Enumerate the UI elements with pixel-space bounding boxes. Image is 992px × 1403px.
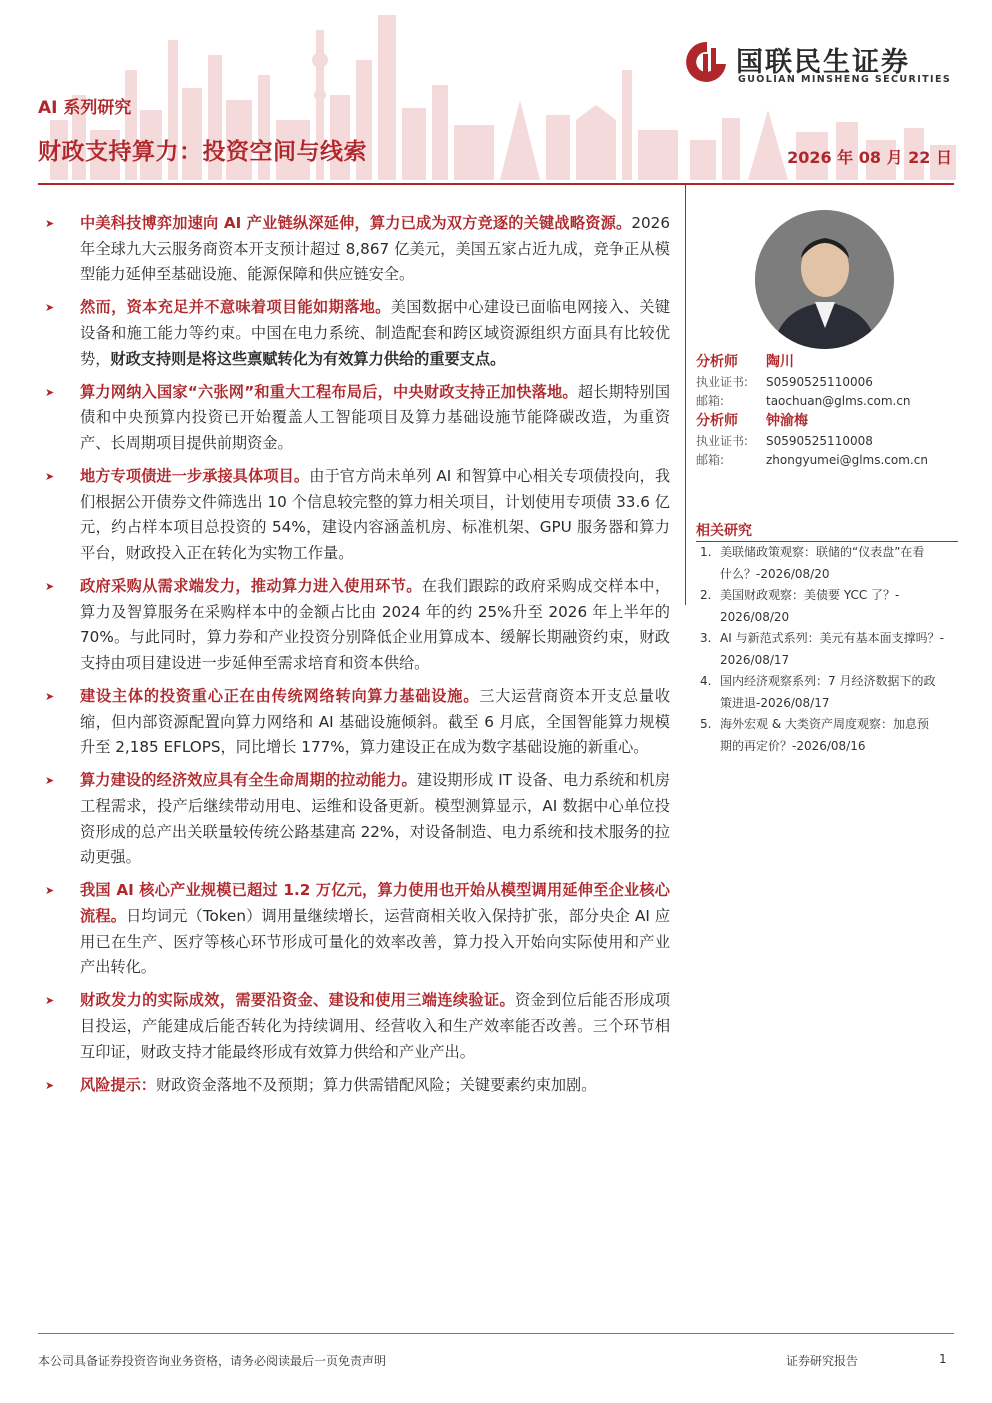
point-emphasis: 财政支持则是将这些禀赋转化为有效算力供给的重要支点。 <box>110 349 506 368</box>
report-series: AI 系列研究 <box>38 98 132 118</box>
key-point-risk <box>40 1073 670 1099</box>
key-point <box>40 211 670 288</box>
column-divider <box>685 185 686 605</box>
related-item[interactable] <box>696 542 958 585</box>
footer-report-type: 证券研究报告 <box>786 1354 859 1368</box>
key-point <box>40 768 670 870</box>
arrow-bullet-icon: ➤ <box>45 884 55 898</box>
point-headline: 地方专项债进一步承接具体项目。 <box>80 467 310 486</box>
company-logo <box>686 36 966 92</box>
related-line: 海外宏观 & 大类资产周度观察：加息预 <box>720 717 929 731</box>
key-point <box>40 574 670 676</box>
arrow-bullet-icon: ➤ <box>45 470 55 484</box>
related-item[interactable] <box>696 628 958 671</box>
person-photo-icon <box>755 210 894 349</box>
point-text: 超长期特别国债和中央预算内投资已开始覆盖人工智能项目及算力基础设施节能降碳改造，为重资产、长周期项目提供前期资金。 <box>80 382 671 452</box>
key-point <box>40 988 670 1065</box>
point-text: 美国数据中心建设已面临电网接入、关键设备和施工能力等约束。中国在电力系统、制造配套和跨区域资源组织方面具有比较优势， <box>80 298 671 368</box>
arrow-bullet-icon: ➤ <box>45 580 55 594</box>
related-research-heading: 相关研究 <box>696 523 752 539</box>
analyst-role: 分析师 <box>696 413 738 429</box>
related-line: 策进退-2026/08/17 <box>720 695 830 710</box>
point-text: 2026 年全球九大云服务商资本开支预计超过 8,867 亿美元，美国五家占近九成，竞争正从模型能力延伸至基础设施、能源保障和供应链安全。 <box>80 214 670 284</box>
point-text: 由于官方尚未单列 AI 和智算中心相关专项债投向，我们根据公开债券文件筛选出 10 个信息较完整的算力相关项目，计划使用专项债 33.6 亿元，约占样本项目总投资的 54%，建设内容涵盖机房、标准机架、GPU 服务器和算力平台，财政投入正在转化为实物工作量。 <box>80 467 671 562</box>
point-text: 三大运营商资本开支总量收缩，但内部资源配置向算力网络和 AI 基础设施倾斜。截至 6 月底，全国智能算力规模升至 2,185 EFLOPS，同比增长 177%，算力建设正在成为数字基础设施的新重心。 <box>80 687 671 757</box>
related-number: 1. <box>700 545 712 559</box>
point-headline: 中美科技博弈加速向 AI 产业链纵深延伸，算力已成为双方竞逐的关键战略资源。 <box>80 214 632 232</box>
analyst-block <box>696 412 958 471</box>
logo-english-name: GUOLIAN MINSHENG SECURITIES <box>738 74 952 85</box>
related-line: 美联储政策观察：联储的“仪表盘”在看 <box>720 545 925 559</box>
arrow-bullet-icon: ➤ <box>45 774 55 788</box>
point-headline: 然而，资本充足并不意味着项目能如期落地。 <box>80 298 391 317</box>
point-headline: 政府采购从需求端发力，推动算力进入使用环节。 <box>80 577 422 596</box>
cert-number: S0590525110006 <box>766 374 873 389</box>
analyst-role: 分析师 <box>696 354 738 370</box>
related-line: 期的再定价？-2026/08/16 <box>720 738 866 753</box>
report-date: 2026 年 08 月 22 日 <box>787 148 952 167</box>
related-line: 2026/08/20 <box>720 609 790 624</box>
related-number: 5. <box>700 717 712 731</box>
key-point <box>40 295 670 372</box>
related-item[interactable] <box>696 585 958 628</box>
point-headline: 算力网纳入国家“六张网”和重大工程布局后，中央财政支持正加快落地。 <box>80 382 578 401</box>
arrow-bullet-icon: ➤ <box>45 217 55 230</box>
analyst-email[interactable]: taochuan@glms.com.cn <box>766 394 911 408</box>
arrow-bullet-icon: ➤ <box>45 994 55 1008</box>
point-text: 资金到位后能否形成项目投运，产能建成后能否转化为持续调用、经营收入和生产效率能否改善。三个环节相互印证，财政支持才能最终形成有效算力供给和产业产出。 <box>80 991 671 1061</box>
email-label: 邮箱: <box>696 453 725 467</box>
related-line: 什么？-2026/08/20 <box>720 566 830 581</box>
related-number: 2. <box>700 588 712 602</box>
related-item[interactable] <box>696 671 958 714</box>
point-text: 日均词元（Token）调用量继续增长，运营商相关收入保持扩张，部分央企 AI 应用已在生产、医疗等核心环节形成可量化的效率改善，算力投入开始向实际使用和产业产出转化。 <box>80 907 671 977</box>
email-label: 邮箱: <box>696 394 725 408</box>
arrow-bullet-icon: ➤ <box>45 385 55 399</box>
point-headline: 算力建设的经济效应具有全生命周期的拉动能力。 <box>80 771 417 790</box>
risk-label: 风险提示： <box>80 1075 156 1094</box>
key-point <box>40 684 670 761</box>
related-line: AI 与新范式系列：美元有基本面支撑吗？- <box>720 631 944 645</box>
cert-number: S0590525110008 <box>766 433 873 448</box>
report-title: 财政支持算力：投资空间与线索 <box>38 139 367 165</box>
related-number: 4. <box>700 674 712 688</box>
key-point <box>40 380 670 457</box>
point-headline: 我国 AI 核心产业规模已超过 1.2 万亿元，算力使用也开始从模型调用延伸至企业核心流程。 <box>80 881 670 925</box>
arrow-bullet-icon: ➤ <box>45 301 55 315</box>
footer-disclaimer: 本公司具备证券投资咨询业务资格，请务必阅读最后一页免责声明 <box>38 1354 387 1368</box>
risk-text: 财政资金落地不及预期；算力供需错配风险；关键要素约束加剧。 <box>155 1075 597 1094</box>
related-research-list <box>696 542 958 757</box>
logo-emblem-icon <box>686 40 728 84</box>
analyst-avatar <box>755 210 894 349</box>
page-number: 1 <box>939 1352 947 1366</box>
key-point <box>40 878 670 980</box>
analyst-block <box>696 353 958 412</box>
key-point <box>40 464 670 566</box>
related-line: 国内经济观察系列：7 月经济数据下的政 <box>720 674 936 688</box>
header-divider <box>38 183 954 185</box>
analyst-name: 陶川 <box>766 354 794 370</box>
logo-chinese-name: 国联民生证券 <box>736 47 910 78</box>
related-number: 3. <box>700 631 712 645</box>
point-text: 建设期形成 IT 设备、电力系统和机房工程需求，投产后继续带动用电、运维和设备更新。模型测算显示，AI 数据中心单位投资形成的总产出关联量较传统公路基建高 22%，对设备制造、电力系统和技术服务的拉动更强。 <box>80 771 670 867</box>
point-headline: 建设主体的投资重心正在由传统网络转向算力基础设施。 <box>80 687 480 706</box>
point-headline: 财政发力的实际成效，需要沿资金、建设和使用三端连续验证。 <box>80 991 515 1010</box>
cert-label: 执业证书: <box>696 374 749 389</box>
key-points <box>40 211 670 1106</box>
analyst-name: 钟渝梅 <box>766 413 808 429</box>
arrow-bullet-icon: ➤ <box>45 1078 55 1092</box>
cert-label: 执业证书: <box>696 433 749 448</box>
arrow-bullet-icon: ➤ <box>45 690 55 704</box>
point-text: 在我们跟踪的政府采购成交样本中，算力及智算服务在采购样本中的金额占比由 2024 年的约 25%升至 2026 年上半年的 70%。与此同时，算力券和产业投资分别降低企业用算成本、缓解长期融资约束，财政支持由项目建设进一步延伸至需求培育和资本供给。 <box>80 577 671 672</box>
analyst-email[interactable]: zhongyumei@glms.com.cn <box>766 453 928 467</box>
related-line: 美国财政观察：美债要 YCC 了？- <box>720 588 900 602</box>
related-line: 2026/08/17 <box>720 652 790 667</box>
footer-divider <box>38 1333 954 1334</box>
related-item[interactable] <box>696 714 958 757</box>
